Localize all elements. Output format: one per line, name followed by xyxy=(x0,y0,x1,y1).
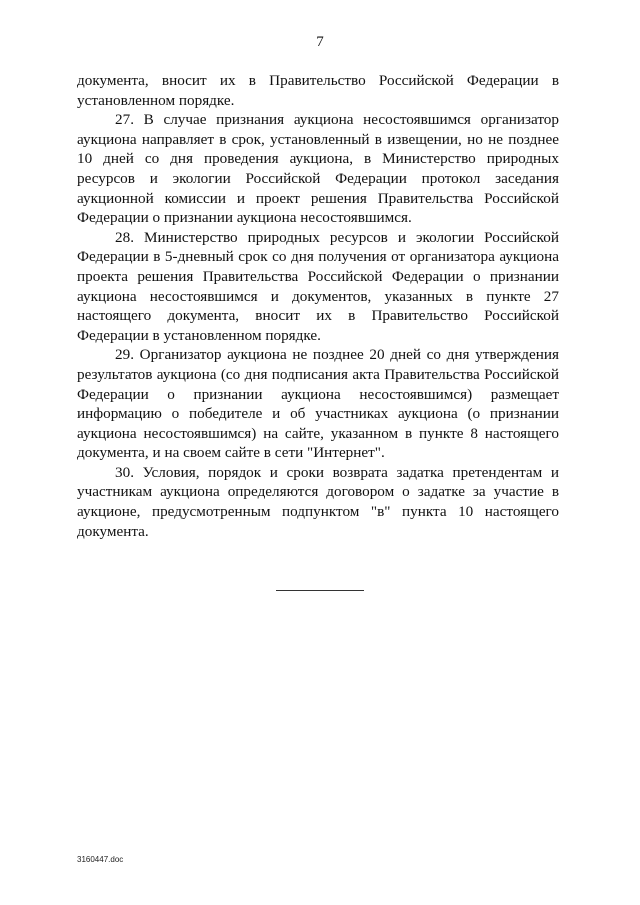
document-id: 3160447.doc xyxy=(77,855,124,864)
page-number: 7 xyxy=(316,34,324,50)
document-body xyxy=(77,71,559,541)
paragraph-29: 29. Организатор аукциона не позднее 20 дней со дня утверждения результатов аукциона (со дня подписания акта Правительства Российской Федерации о признании аукциона несостоявшимся) размещает информацию о победителе и об участниках аукциона (о признании аукциона несостоявшимся) на сайте, указанном в пункте 8 настоящего документа, и на своем сайте в сети "Интернет". xyxy=(77,346,559,462)
paragraph-28: 28. Министерство природных ресурсов и экологии Российской Федерации в 5-дневный срок со дня получения от организатора аукциона проекта решения Правительства Российской Федерации о признании аукциона несостоявшимся и документов, указанных в пункте 27 настоящего документа, вносит их в Правительство Российской Федерации в установленном порядке. xyxy=(77,228,559,344)
paragraph-30: 30. Условия, порядок и сроки возврата задатка претендентам и участникам аукциона определяются договором о задатке за участие в аукционе, предусмотренным подпунктом "в" пункта 10 настоящего документа. xyxy=(77,463,559,540)
end-divider xyxy=(276,590,364,591)
paragraph-continuation: документа, вносит их в Правительство Российской Федерации в установленном порядке. xyxy=(77,72,559,109)
paragraph-27: 27. В случае признания аукциона несостоявшимся организатор аукциона направляет в срок, установленный в извещении, но не позднее 10 дней со дня проведения аукциона, в Министерство природных ресурсов и экологии Российской Федерации протокол заседания аукционной комиссии и проект решения Правительства Российской Федерации о признании аукциона несостоявшимся. xyxy=(77,111,559,227)
